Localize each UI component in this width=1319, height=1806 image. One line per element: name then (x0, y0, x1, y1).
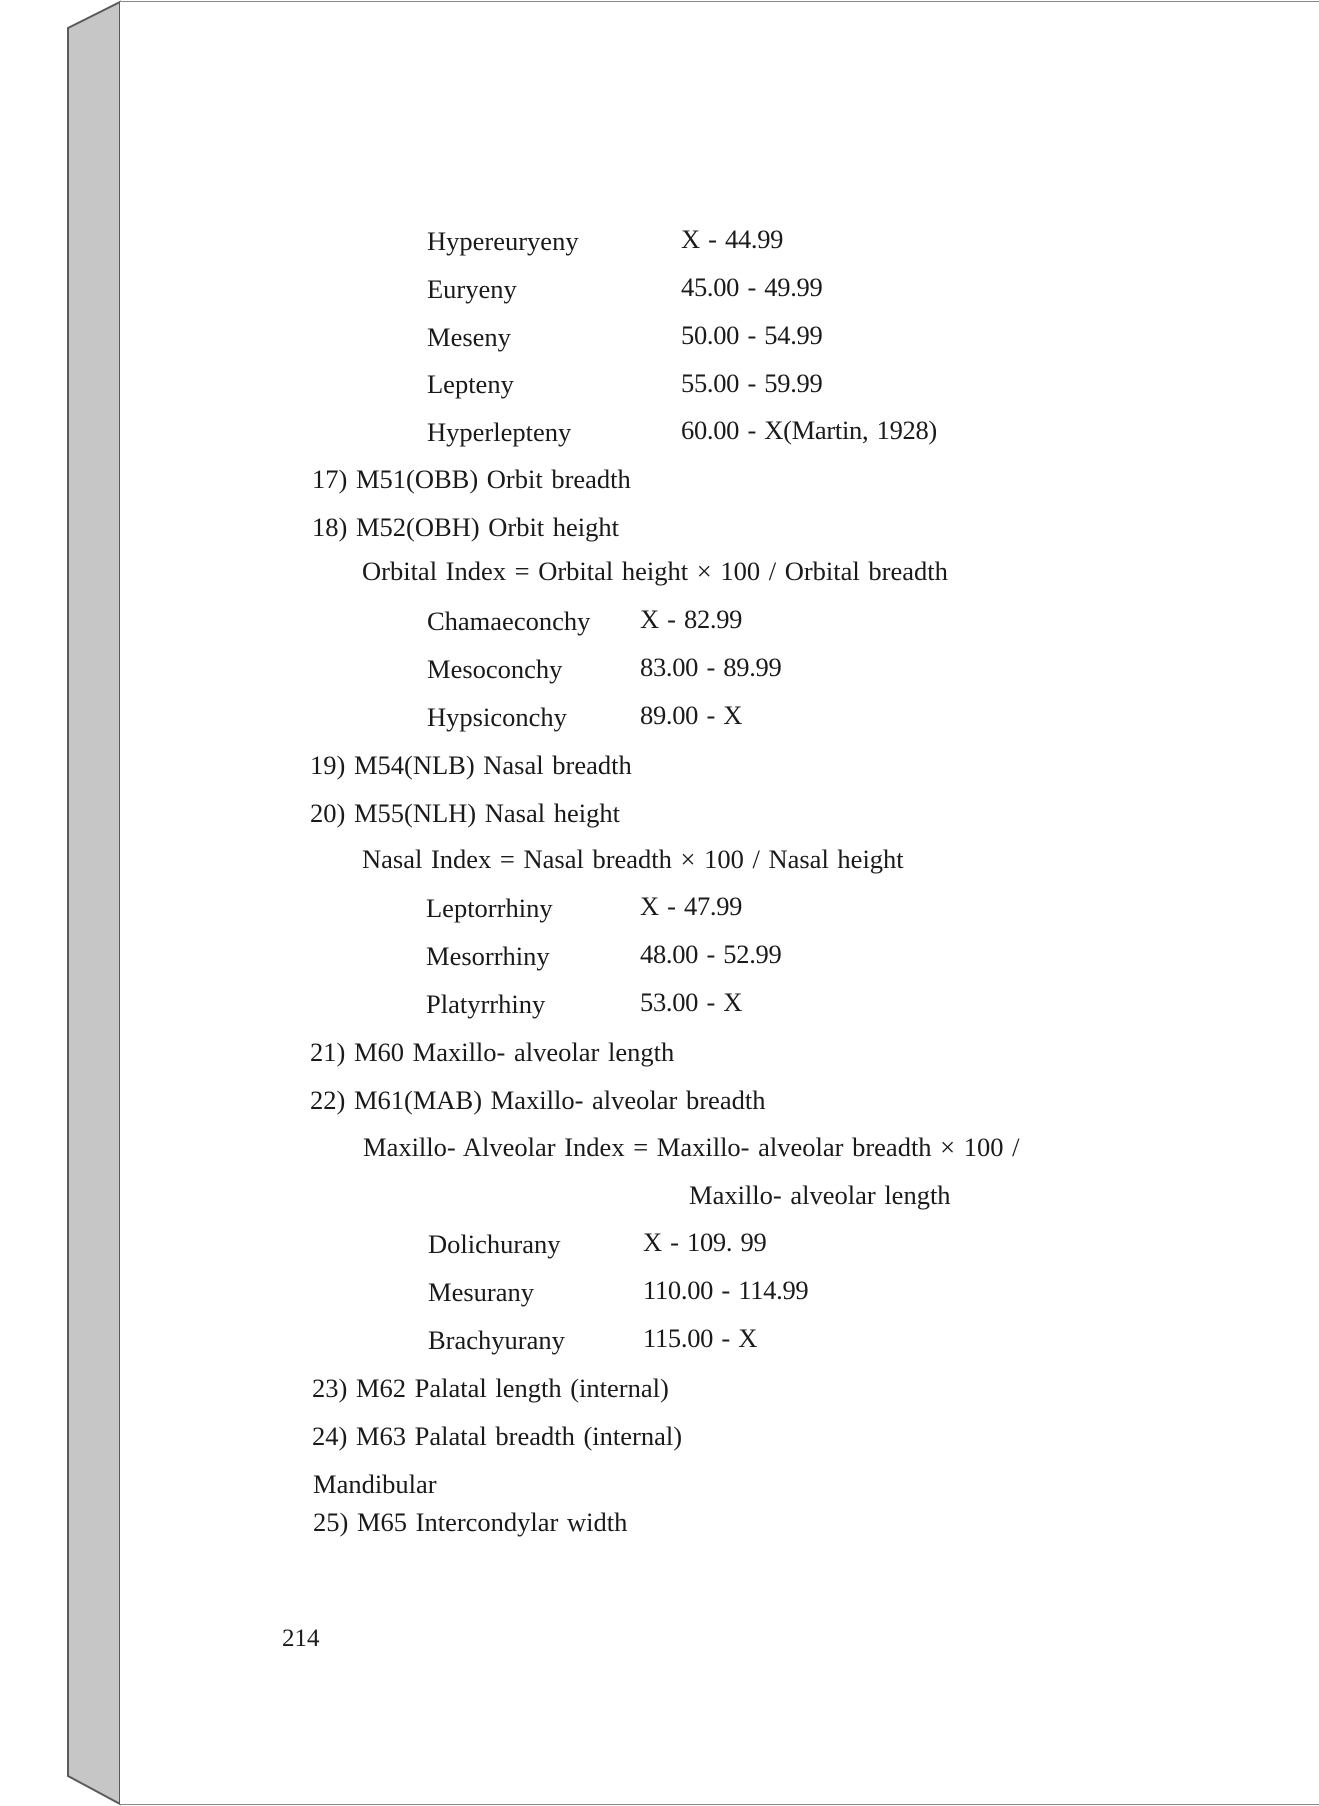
range-euryeny: 45.00 - 49.99 (681, 272, 823, 302)
term-euryeny: Euryeny (427, 274, 517, 304)
term-hypereuryeny: Hypereuryeny (427, 226, 579, 256)
item-21-maxillo-alveolar-length: 21) M60 Maxillo- alveolar length (310, 1037, 675, 1067)
term-mesorrhiny: Mesorrhiny (426, 941, 550, 971)
page-number: 214 (282, 1625, 320, 1652)
range-meseny: 50.00 - 54.99 (681, 320, 823, 350)
range-brachyurany: 115.00 - X (643, 1323, 758, 1353)
range-mesurany: 110.00 - 114.99 (643, 1275, 809, 1305)
term-leptorrhiny: Leptorrhiny (426, 893, 553, 923)
item-25-intercondylar-width: 25) M65 Intercondylar width (313, 1507, 628, 1537)
item-18-orbit-height: 18) M52(OBH) Orbit height (312, 512, 620, 542)
range-dolichurany: X - 109. 99 (643, 1227, 767, 1257)
maxillo-index-formula-line1: Maxillo- Alveolar Index = Maxillo- alveolar breadth × 100 / (363, 1132, 1020, 1162)
item-24-palatal-breadth: 24) M63 Palatal breadth (internal) (312, 1421, 683, 1451)
term-lepteny: Lepteny (427, 369, 514, 399)
range-leptorrhiny: X - 47.99 (640, 891, 743, 921)
orbital-index-formula: Orbital Index = Orbital height × 100 / Orbital breadth (362, 556, 948, 586)
range-lepteny: 55.00 - 59.99 (681, 368, 823, 398)
item-23-palatal-length: 23) M62 Palatal length (internal) (312, 1373, 669, 1403)
item-17-orbit-breadth: 17) M51(OBB) Orbit breadth (312, 464, 631, 494)
term-hypsiconchy: Hypsiconchy (427, 702, 567, 732)
range-platyrrhiny: 53.00 - X (640, 987, 743, 1017)
item-20-nasal-height: 20) M55(NLH) Nasal height (310, 798, 620, 828)
document-page (120, 2, 1319, 1804)
range-hyperlepteny: 60.00 - X(Martin, 1928) (681, 415, 937, 445)
range-chamaeconchy: X - 82.99 (640, 604, 743, 634)
term-platyrrhiny: Platyrrhiny (426, 989, 546, 1019)
term-dolichurany: Dolichurany (428, 1229, 561, 1259)
term-meseny: Meseny (427, 322, 511, 352)
term-hyperlepteny: Hyperlepteny (427, 417, 572, 447)
term-mesoconchy: Mesoconchy (427, 654, 563, 684)
term-mesurany: Mesurany (428, 1277, 534, 1307)
range-hypereuryeny: X - 44.99 (681, 224, 784, 254)
section-heading-mandibular: Mandibular (313, 1469, 437, 1499)
range-mesoconchy: 83.00 - 89.99 (640, 652, 782, 682)
nasal-index-formula: Nasal Index = Nasal breadth × 100 / Nasal height (362, 844, 904, 874)
range-hypsiconchy: 89.00 - X (640, 700, 743, 730)
item-22-maxillo-alveolar-breadth: 22) M61(MAB) Maxillo- alveolar breadth (310, 1085, 766, 1115)
range-mesorrhiny: 48.00 - 52.99 (640, 939, 782, 969)
term-chamaeconchy: Chamaeconchy (427, 606, 591, 636)
item-19-nasal-breadth: 19) M54(NLB) Nasal breadth (310, 750, 632, 780)
maxillo-index-formula-line2: Maxillo- alveolar length (689, 1180, 951, 1210)
term-brachyurany: Brachyurany (428, 1325, 565, 1355)
